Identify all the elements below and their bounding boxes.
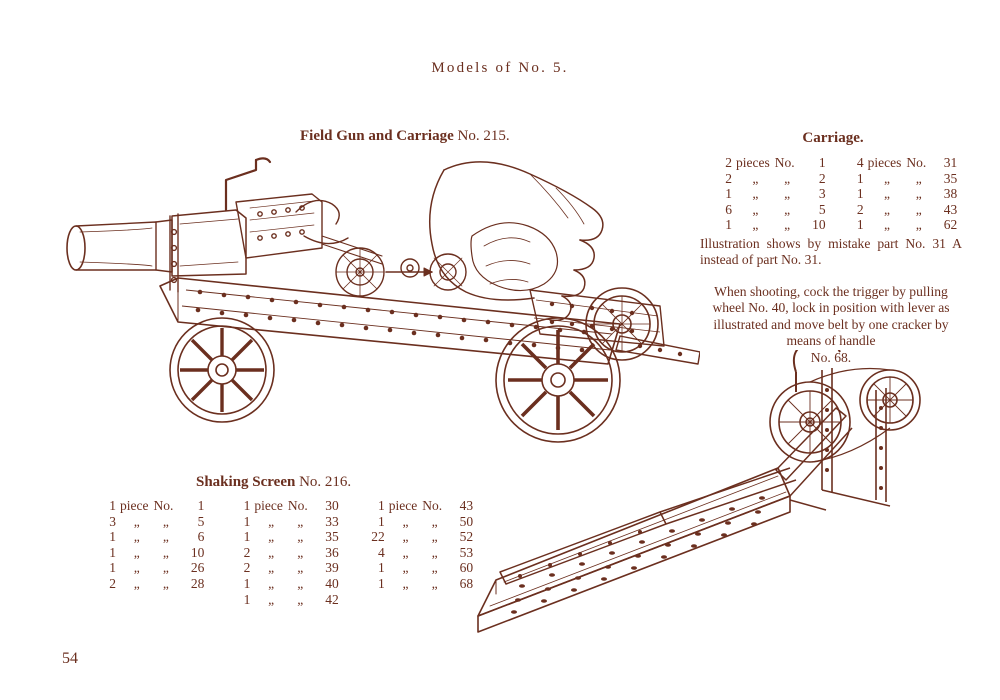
- cell-num: 60: [459, 560, 474, 576]
- table-row: [716, 186, 957, 202]
- cell-num: 50: [459, 513, 474, 529]
- cell-num: 35: [325, 529, 339, 545]
- cell-piece: „: [133, 544, 140, 560]
- table-row: [100, 545, 473, 561]
- cell-qty: 1: [377, 498, 385, 513]
- cell-no: No.: [906, 155, 927, 170]
- note-shooting-body: When shooting, cock the trigger by pulling wheel No. 40, lock in position with lever as illustrated and move belt by one cracker by means of handle: [712, 284, 950, 349]
- cell-no: „: [784, 201, 791, 217]
- shaking-screen-parts-list: [100, 498, 473, 607]
- cell-piece: piece: [388, 498, 418, 513]
- cell-no: „: [431, 529, 438, 545]
- cell-no: „: [431, 575, 438, 591]
- cell-num: 38: [943, 186, 958, 202]
- cell-qty: 2: [725, 155, 732, 170]
- cell-qty: 1: [856, 186, 864, 202]
- cell-num: 33: [325, 513, 339, 529]
- cell-num: 53: [459, 544, 474, 560]
- cell-piece: pieces: [736, 155, 770, 170]
- cell-qty: 1: [243, 591, 251, 607]
- cell-no: No.: [153, 498, 174, 513]
- table-row: [716, 155, 957, 171]
- cell-no: „: [431, 513, 438, 529]
- cell-num: 39: [325, 560, 339, 576]
- table-row: [100, 576, 473, 592]
- cell-no: „: [162, 529, 169, 545]
- cell-num: 43: [459, 498, 474, 513]
- cell-qty: 1: [725, 186, 732, 202]
- cell-no: „: [162, 544, 169, 560]
- table-row: [716, 171, 957, 187]
- cell-num: 31: [943, 155, 958, 170]
- note-shooting-instructions: [700, 284, 962, 366]
- caption-shaking-screen-number: No. 216.: [299, 474, 352, 490]
- cell-no: „: [784, 186, 791, 202]
- cell-qty: 2: [725, 170, 732, 186]
- cell-qty: 1: [243, 498, 251, 513]
- page-number: 54: [62, 650, 78, 667]
- cell-piece: „: [268, 575, 275, 591]
- cell-qty: 1: [377, 513, 385, 529]
- cell-piece: „: [133, 560, 140, 576]
- caption-field-gun-number: No. 215.: [457, 128, 510, 144]
- cell-num: 10: [190, 544, 205, 560]
- cell-piece: pieces: [867, 155, 902, 170]
- caption-carriage: Carriage.: [802, 130, 864, 146]
- cell-no: „: [297, 560, 304, 576]
- cell-num: 62: [943, 217, 958, 233]
- carriage-parts-list: [716, 155, 957, 233]
- cell-no: „: [784, 170, 791, 186]
- cell-no: „: [915, 201, 922, 217]
- cell-qty: 1: [109, 560, 116, 576]
- cell-qty: 1: [109, 498, 116, 513]
- cell-no: „: [162, 575, 169, 591]
- cell-piece: „: [402, 560, 409, 576]
- cell-no: „: [915, 217, 922, 233]
- cell-no: „: [162, 513, 169, 529]
- cell-piece: „: [883, 217, 890, 233]
- cell-no: No.: [422, 498, 443, 513]
- cell-no: No.: [287, 498, 308, 513]
- cell-qty: 1: [243, 513, 251, 529]
- table-row: [716, 217, 957, 233]
- cell-num: 6: [197, 529, 205, 545]
- cell-piece: „: [752, 186, 759, 202]
- caption-field-gun-title: Field Gun and Carriage: [300, 128, 454, 144]
- cell-no: „: [431, 544, 438, 560]
- cell-qty: 1: [109, 544, 116, 560]
- cell-qty: 3: [109, 513, 116, 529]
- cell-no: „: [915, 186, 922, 202]
- cell-no: „: [297, 529, 304, 545]
- carriage-parts-table: [716, 155, 957, 233]
- cell-piece: „: [752, 201, 759, 217]
- cell-piece: „: [883, 201, 890, 217]
- cell-piece: piece: [254, 498, 283, 513]
- shaking-screen-parts-table: [100, 498, 473, 607]
- cell-qty: 22: [371, 529, 385, 545]
- cell-num: 5: [197, 513, 205, 529]
- cell-no: „: [297, 513, 304, 529]
- cell-no: No.: [774, 155, 795, 170]
- caption-shaking-screen: [196, 474, 351, 491]
- cell-num: 40: [325, 575, 339, 591]
- cell-piece: „: [268, 529, 275, 545]
- cell-qty: 4: [856, 155, 864, 170]
- shaking-screen-illustration: [460, 350, 970, 650]
- cell-num: 26: [190, 560, 205, 576]
- cell-qty: 1: [109, 529, 116, 545]
- cell-qty: 2: [243, 544, 251, 560]
- cell-no: „: [297, 591, 304, 607]
- cell-num: 35: [943, 170, 958, 186]
- cell-piece: „: [402, 513, 409, 529]
- table-row: [100, 529, 473, 545]
- table-row: [100, 514, 473, 530]
- caption-shaking-screen-title: Shaking Screen: [196, 474, 296, 490]
- cell-piece: „: [268, 560, 275, 576]
- cell-num: 10: [812, 217, 826, 233]
- cell-no: „: [162, 560, 169, 576]
- cell-piece: „: [752, 170, 759, 186]
- cell-no: „: [297, 544, 304, 560]
- table-row: [100, 560, 473, 576]
- cell-qty: 1: [243, 575, 251, 591]
- cell-qty: 1: [377, 560, 385, 576]
- cell-num: 52: [459, 529, 474, 545]
- cell-num: 5: [818, 201, 826, 217]
- cell-piece: „: [402, 575, 409, 591]
- cell-num: 2: [818, 170, 826, 186]
- cell-num: 28: [190, 575, 205, 591]
- cell-qty: 4: [377, 544, 385, 560]
- cell-qty: 6: [725, 201, 732, 217]
- cell-qty: 1: [377, 575, 385, 591]
- cell-no: „: [784, 217, 791, 233]
- cell-num: 3: [818, 186, 826, 202]
- cell-piece: „: [268, 513, 275, 529]
- cell-piece: „: [402, 529, 409, 545]
- cell-qty: 1: [725, 217, 732, 233]
- cell-no: „: [297, 575, 304, 591]
- note-shooting-tail: No. 68.: [810, 349, 852, 365]
- table-row: [100, 498, 473, 514]
- cell-piece: piece: [120, 498, 149, 513]
- cell-num: 30: [325, 498, 339, 513]
- cell-num: 1: [818, 155, 826, 170]
- cell-qty: 2: [243, 560, 251, 576]
- cell-no: „: [431, 560, 438, 576]
- cell-qty: 1: [856, 217, 864, 233]
- cell-num: 43: [943, 201, 958, 217]
- cell-piece: „: [752, 217, 759, 233]
- cell-piece: „: [268, 591, 275, 607]
- caption-field-gun: [300, 128, 510, 145]
- cell-num: 42: [325, 591, 339, 607]
- cell-piece: „: [133, 529, 140, 545]
- cell-no: „: [915, 170, 922, 186]
- cell-num: 1: [197, 498, 205, 513]
- table-row: [716, 202, 957, 218]
- cell-piece: „: [133, 513, 140, 529]
- cell-num: 36: [325, 544, 339, 560]
- page-title: Models of No. 5.: [431, 60, 569, 76]
- cell-qty: 2: [856, 201, 864, 217]
- cell-qty: 1: [243, 529, 251, 545]
- cell-piece: „: [133, 575, 140, 591]
- cell-piece: „: [883, 186, 890, 202]
- cell-qty: 1: [856, 170, 864, 186]
- cell-qty: 2: [109, 575, 116, 591]
- cell-num: 68: [459, 575, 474, 591]
- table-row: [100, 592, 473, 608]
- cell-piece: „: [268, 544, 275, 560]
- cell-piece: „: [883, 170, 890, 186]
- note-part-mistake: Illustration shows by mistake part No. 31 A instead of part No. 31.: [700, 236, 962, 268]
- cell-piece: „: [402, 544, 409, 560]
